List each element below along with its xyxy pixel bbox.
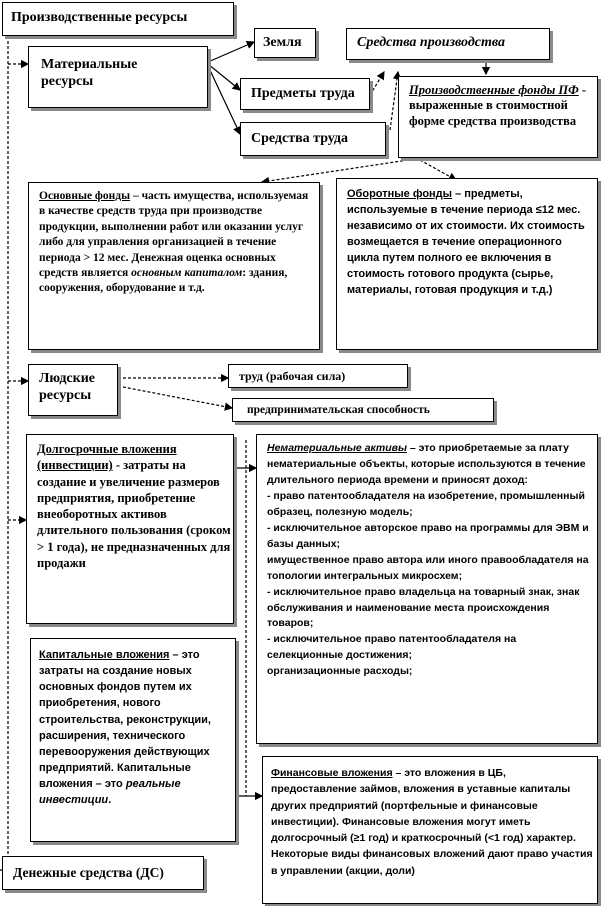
arrow-funds-current (420, 160, 456, 180)
arrow-objects-means (370, 72, 384, 95)
intang-box (256, 434, 598, 744)
invest-title: Долгосрочные вложения (инвестиции) (37, 442, 177, 473)
invest-text-block (37, 441, 231, 571)
means-label: Средства производства (357, 35, 506, 50)
means-box (346, 28, 550, 60)
current-text: – предметы, используемые в течение периода ≤12 мес. независимо от их стоимости. Их стоимость возмещается в течение операционного цикла путем полного ее включения в стоимость готового продукта (сырье, материалы, готовая продукция и т.д.) (347, 188, 585, 296)
arrow-entrepreneur (118, 386, 232, 408)
fin-box (262, 756, 598, 904)
tools-label: Средства труда (251, 131, 349, 146)
intang-text-block (267, 441, 593, 680)
fixed-text1: – часть имущества, используемая в качестве средств труда при производстве продукции, выполнении работ или оказании услуг либо для управления организацией в течение периода > 12 мес. Денежная оценка основных средств является (39, 190, 309, 280)
root-box (2, 2, 234, 36)
intang-text: – это приобретаемые за плату нематериальные объекты, которые используются в течение длительного периода времени и приносят доход: - право патентообладателя на изобретение, промышленный образец, полезную модель; - исключительное авторское право на программы для ЭВМ и базы данных; имущественное право автора или иного правообладателя на топологии интегральных микросхем; - исключительное право владельца на товарный знак, знак обслуживания и наименование места происхождения товаров; - исключительное право патентообладателя на селекционные достижения; организационные расходы; (267, 442, 589, 678)
objects-label: Предметы труда (251, 86, 355, 101)
land-label: Земля (263, 35, 302, 50)
entrepreneur-label: предпринимательская способность (247, 404, 430, 416)
funds-box (398, 76, 598, 158)
fin-title: Финансовые вложения (271, 767, 393, 779)
capital-em: реальные инвестиции (39, 778, 181, 807)
capital-text-block (39, 647, 233, 809)
fin-text-block (271, 765, 593, 879)
fixed-em: основным капиталом (131, 267, 243, 280)
capital-box (30, 638, 236, 842)
fixed-text2: : здания, сооружения, оборудование и т.д. (39, 267, 288, 295)
money-box (2, 856, 204, 890)
fixed-box (28, 182, 320, 350)
tools-box (240, 122, 386, 156)
intang-title: Нематериальные активы (267, 442, 407, 454)
capital-text1: – это затраты на создание новых основных фондов путем их приобретения, нового строительства, реконструкции, расширения, технического перевооружения действующих предприятий. Капитальные вложения – это (39, 649, 211, 791)
human-label: Людские ресурсы (39, 371, 95, 403)
arrow-land (208, 42, 254, 62)
objects-box (240, 78, 370, 110)
current-box (336, 178, 598, 350)
material-label: Материальные ресурсы (41, 57, 138, 89)
root-label: Производственные ресурсы (11, 10, 188, 25)
arrow-objects (208, 64, 240, 90)
money-label: Денежные средства (ДС) (13, 865, 164, 880)
capital-text2: . (108, 794, 112, 807)
capital-title: Капитальные вложения (39, 649, 170, 661)
invest-text: - затраты на создание и увеличение размеров предприятия, приобретение внеоборотных активов длительного пользования (сроком > 1 года), не предназначенных для продажи (37, 458, 231, 570)
labor-box (228, 364, 408, 388)
funds-title: Производственные фонды ПФ (409, 83, 579, 97)
current-text-block (347, 187, 591, 299)
invest-box (26, 434, 234, 624)
funds-text: - выраженные в стоимостной форме средства производства (409, 83, 587, 128)
fixed-title: Основные фонды (39, 190, 131, 202)
arrow-tools-means (390, 72, 398, 130)
fin-text: – это вложения в ЦБ, предоставление займов, вложения в уставные капиталы других предприятий (портфельные и финансовые инвестиции). Финансовые вложения могут иметь долгосрочный (≥1 год) и краткосрочный (<1 год) характер. Некоторые виды финансовых вложений дают право участия в управлении (акции, доли) (271, 767, 593, 877)
land-box (254, 28, 316, 58)
fixed-text-block (39, 189, 313, 297)
human-box (28, 364, 118, 416)
entrepreneur-box (232, 398, 494, 422)
arrow-tools (208, 66, 240, 134)
current-title: Оборотные фонды (347, 188, 453, 200)
material-box (28, 46, 208, 108)
funds-text-block (409, 83, 591, 129)
labor-label: труд (рабочая сила) (239, 369, 346, 383)
